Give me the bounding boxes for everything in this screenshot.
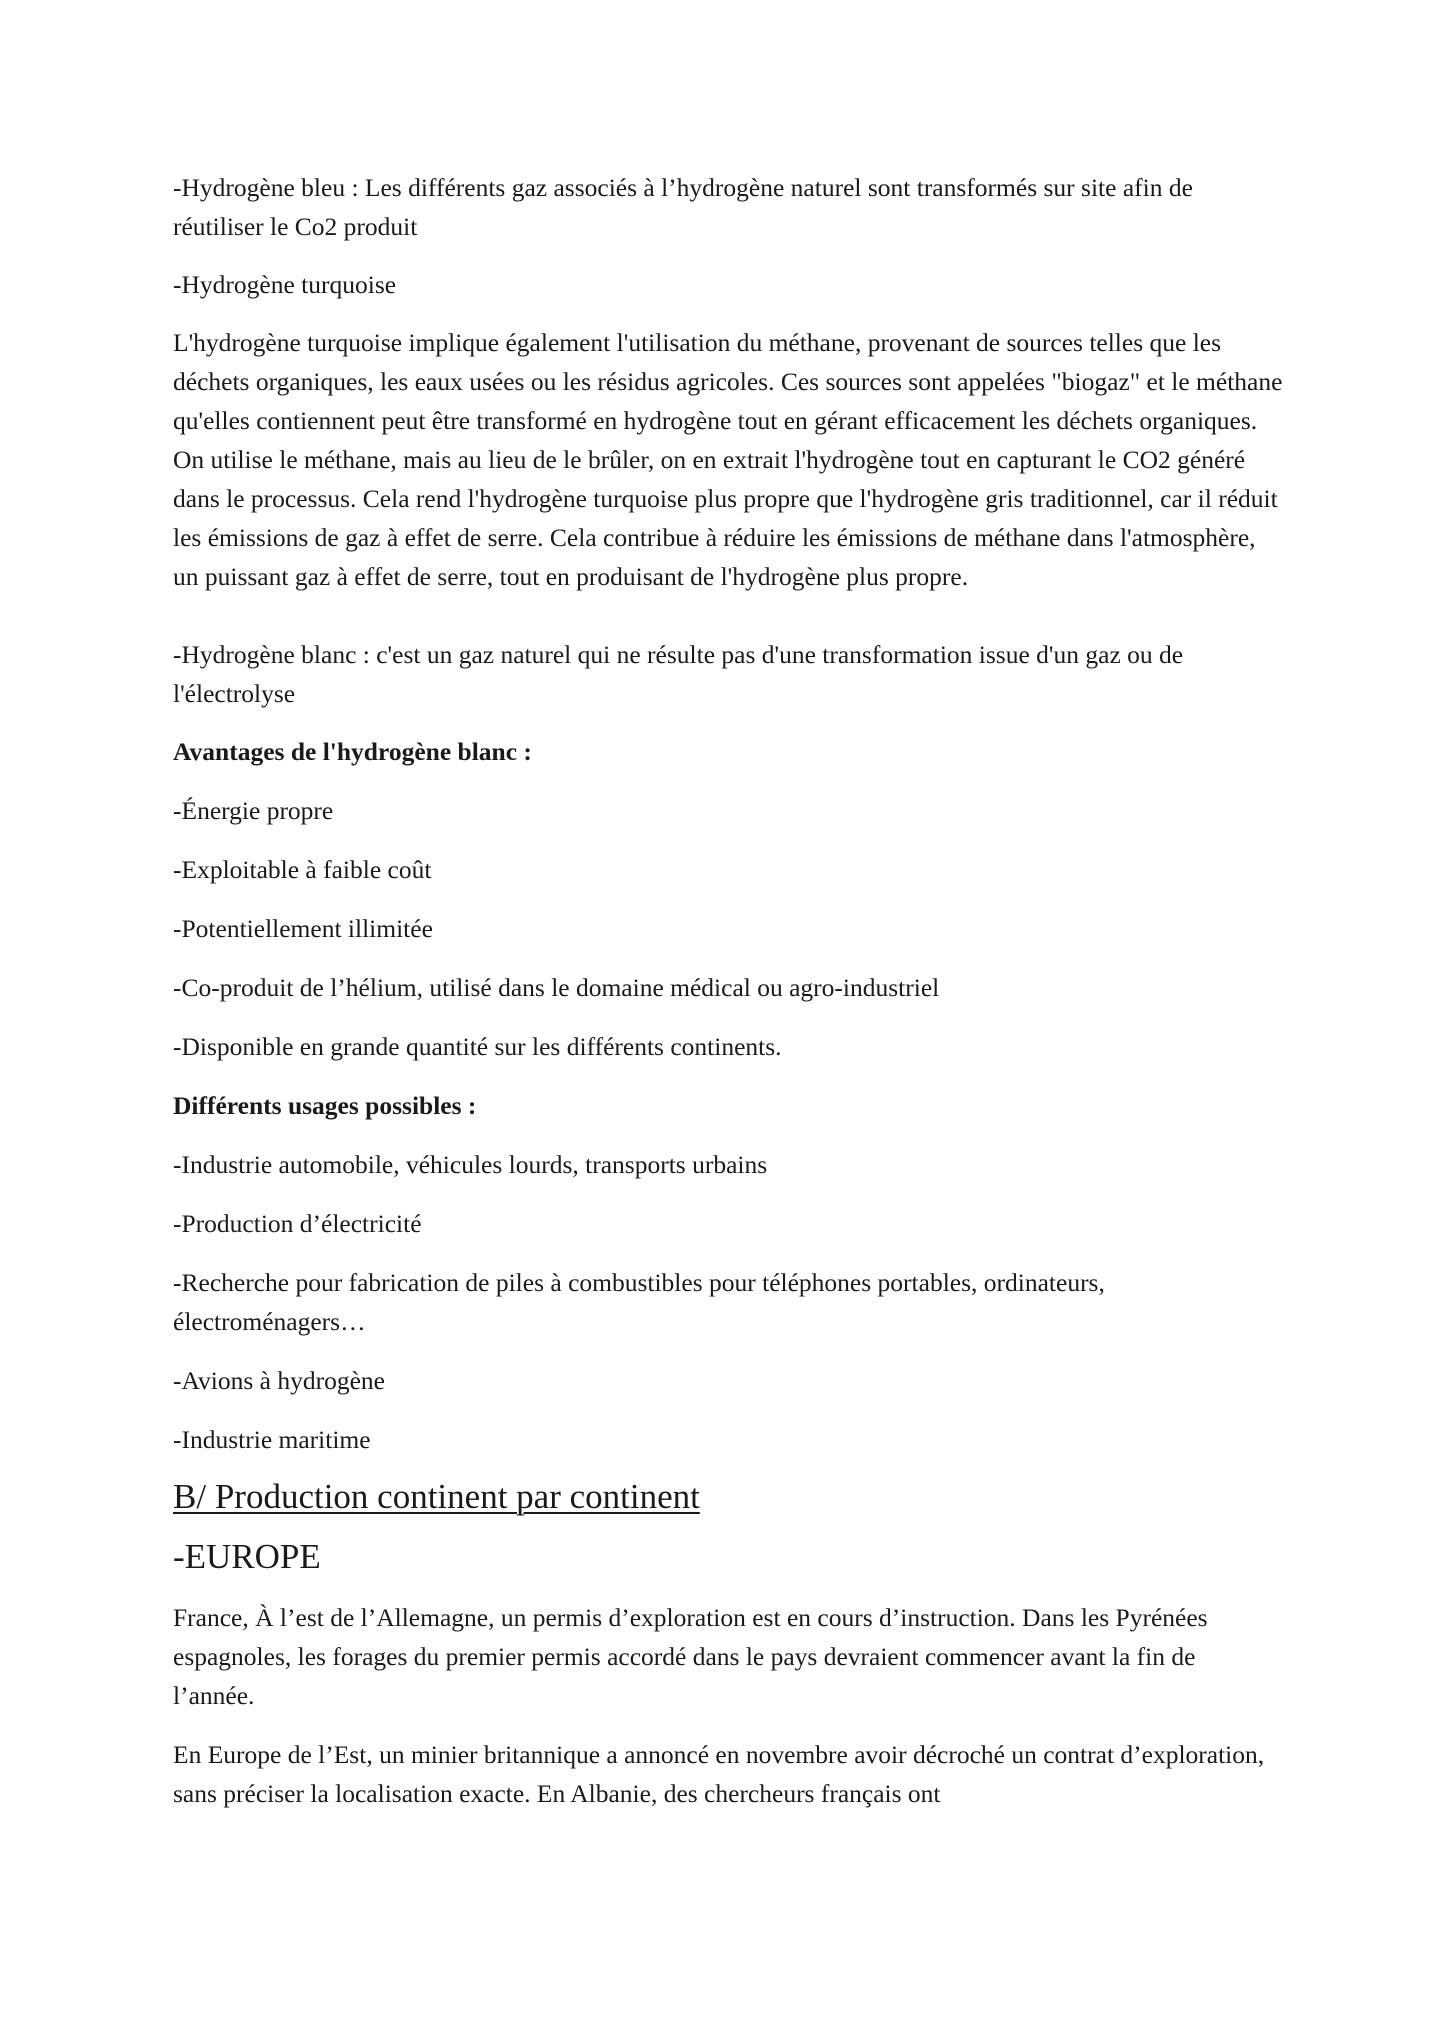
paragraph-europe-1: France, À l’est de l’Allemagne, un permis d’exploration est en cours d’instruction. Dans les Pyrénées espagnoles, les forages du premier permis accordé dans le pays devraient commencer avant la fin de l’année.: [173, 1603, 1208, 1710]
list-item-usage: -Avions à hydrogène: [173, 1366, 385, 1395]
list-item-advantage: -Disponible en grande quantité sur les différents continents.: [173, 1032, 782, 1061]
list-item-usage: -Industrie automobile, véhicules lourds, transports urbains: [173, 1150, 768, 1179]
list-item-usage: -Recherche pour fabrication de piles à combustibles pour téléphones portables, ordinateurs, électroménagers…: [173, 1268, 1105, 1336]
paragraph-hydrogene-bleu: -Hydrogène bleu : Les différents gaz associés à l’hydrogène naturel sont transformés sur site afin de réutiliser le Co2 produit: [173, 173, 1193, 241]
paragraph-turquoise-title: -Hydrogène turquoise: [173, 270, 397, 299]
paragraph-europe-2: En Europe de l’Est, un minier britannique a annoncé en novembre avoir décroché un contrat d’exploration, sans préciser la localisation exacte. En Albanie, des chercheurs français ont: [173, 1740, 1265, 1808]
section-b-title: B/ Production continent par continent: [173, 1477, 700, 1516]
list-item-usage: -Production d’électricité: [173, 1209, 422, 1238]
usages-heading: Différents usages possibles :: [173, 1091, 477, 1120]
paragraph-turquoise-body: L'hydrogène turquoise implique également l'utilisation du méthane, provenant de sources telles que les déchets organiques, les eaux usées ou les résidus agricoles. Ces sources sont appelées "biogaz" et le méthane qu'elles contiennent peut être transformé en hydrogène tout en gérant efficacement les déchets organiques. On utilise le méthane, mais au lieu de le brûler, on en extrait l'hydrogène tout en capturant le CO2 généré dans le processus. Cela rend l'hydrogène turquoise plus propre que l'hydrogène gris traditionnel, car il réduit les émissions de gaz à effet de serre. Cela contribue à réduire les émissions de méthane dans l'atmosphère, un puissant gaz à effet de serre, tout en produisant de l'hydrogène plus propre.: [173, 328, 1283, 591]
paragraph-hydrogene-blanc: -Hydrogène blanc : c'est un gaz naturel qui ne résulte pas d'une transformation issue d'un gaz ou de l'électrolyse: [173, 640, 1184, 708]
list-item-advantage: -Exploitable à faible coût: [173, 855, 432, 884]
page-content: [173, 168, 1283, 1813]
advantages-heading: Avantages de l'hydrogène blanc :: [173, 737, 532, 766]
list-item-usage: -Industrie maritime: [173, 1425, 371, 1454]
list-item-advantage: -Co-produit de l’hélium, utilisé dans le domaine médical ou agro-industriel: [173, 973, 940, 1002]
europe-title: -EUROPE: [173, 1537, 321, 1576]
list-item-advantage: -Potentiellement illimitée: [173, 914, 433, 943]
list-item-advantage: -Énergie propre: [173, 796, 334, 825]
